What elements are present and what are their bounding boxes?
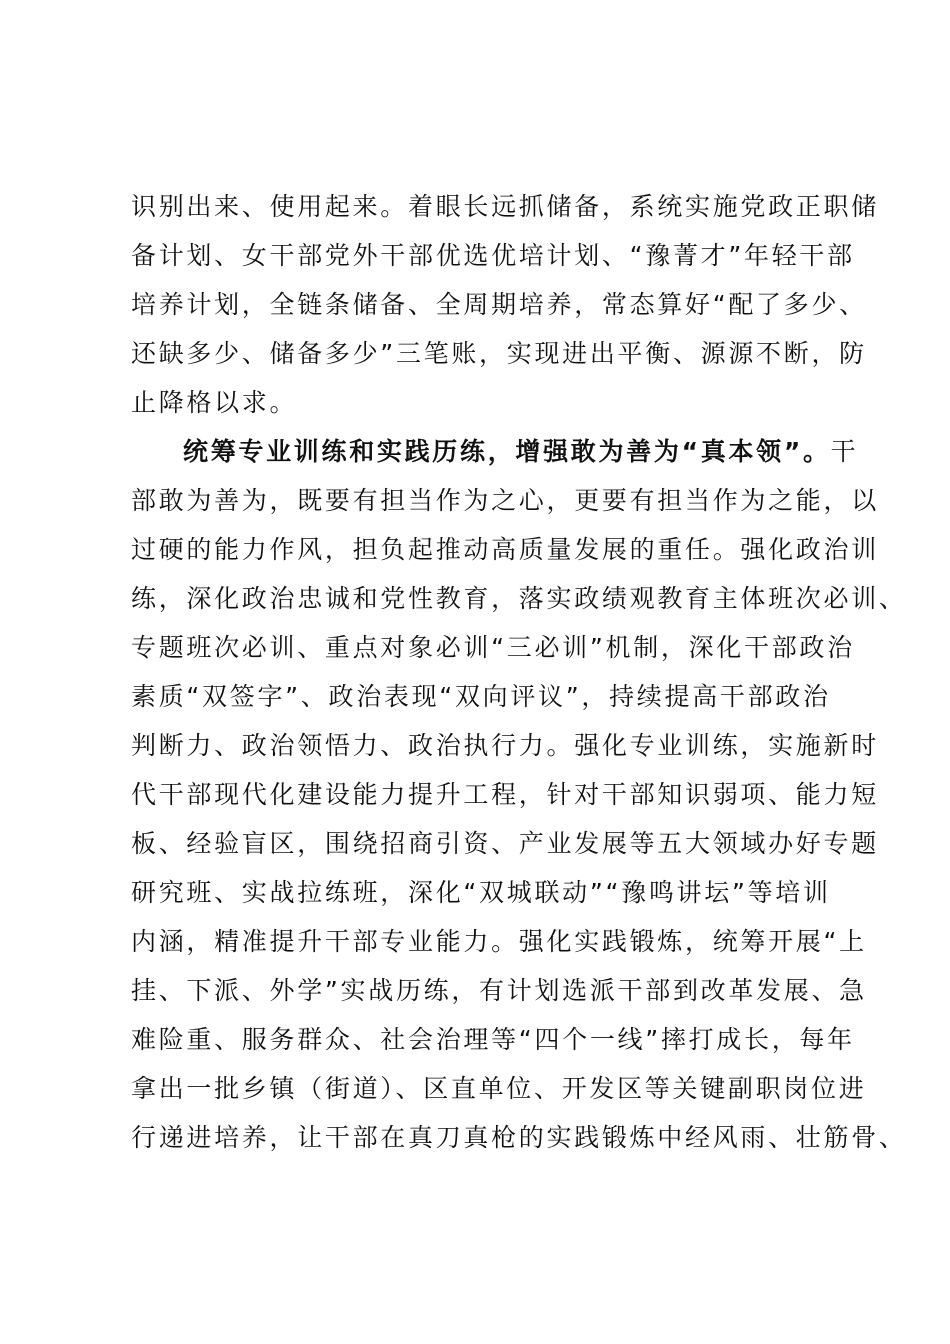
text-line: 代干部现代化建设能力提升工程，针对干部知识弱项、能力短: [131, 780, 879, 809]
text-line: 练，深化政治忠诚和党性教育，落实政绩观教育主体班次必训、: [131, 584, 907, 613]
text-line: 拿出一批乡镇（街道）、区直单位、开发区等关键副职岗位进: [131, 1074, 867, 1103]
document-body: [131, 182, 907, 1162]
text-line: 难险重、服务群众、社会治理等“四个一线”摔打成长，每年: [131, 1025, 855, 1054]
text-line: 挂、下派、外学”实战历练，有计划选派干部到改革发展、急: [131, 976, 867, 1005]
text-line: 专题班次必训、重点对象必训“三必训”机制，深化干部政治: [131, 633, 855, 662]
text-line: 过硬的能力作风，担负起推动高质量发展的重任。强化政治训: [131, 535, 879, 564]
text-line: 板、经验盲区，围绕招商引资、产业发展等五大领域办好专题: [131, 829, 879, 858]
text-line: 识别出来、使用起来。着眼长远抓储备，系统实施党政正职储: [131, 192, 879, 221]
text-line: 备计划、女干部党外干部优选优培计划、“豫菁才”年轻干部: [131, 241, 855, 270]
text-line: 研究班、实战拉练班，深化“双城联动”“豫鸣讲坛”等培训: [131, 878, 831, 907]
text-line: 部敢为善为，既要有担当作为之心，更要有担当作为之能，以: [131, 486, 879, 515]
first-line-rest: 干: [830, 437, 859, 466]
paragraph-2: [131, 427, 907, 1162]
text-line: 行递进培养，让干部在真刀真枪的实践锻炼中经风雨、壮筋骨、: [131, 1123, 907, 1152]
paragraph-first-line: [131, 427, 859, 476]
text-line: 内涵，精准提升干部专业能力。强化实践锻炼，统筹开展“上: [131, 927, 867, 956]
text-line: 素质“双签字”、政治表现“双向评议”，持续提高干部政治: [131, 682, 831, 711]
paragraph-heading: 统筹专业训练和实践历练，增强敢为善为“真本领”。: [183, 437, 831, 466]
paragraph-1: [131, 182, 879, 427]
text-line: 培养计划，全链条储备、全周期培养，常态算好“配了多少、: [131, 290, 867, 319]
text-line: 止降格以求。: [131, 388, 298, 417]
text-line: 还缺多少、储备多少”三笔账，实现进出平衡、源源不断，防: [131, 339, 867, 368]
text-line: 判断力、政治领悟力、政治执行力。强化专业训练，实施新时: [131, 731, 879, 760]
